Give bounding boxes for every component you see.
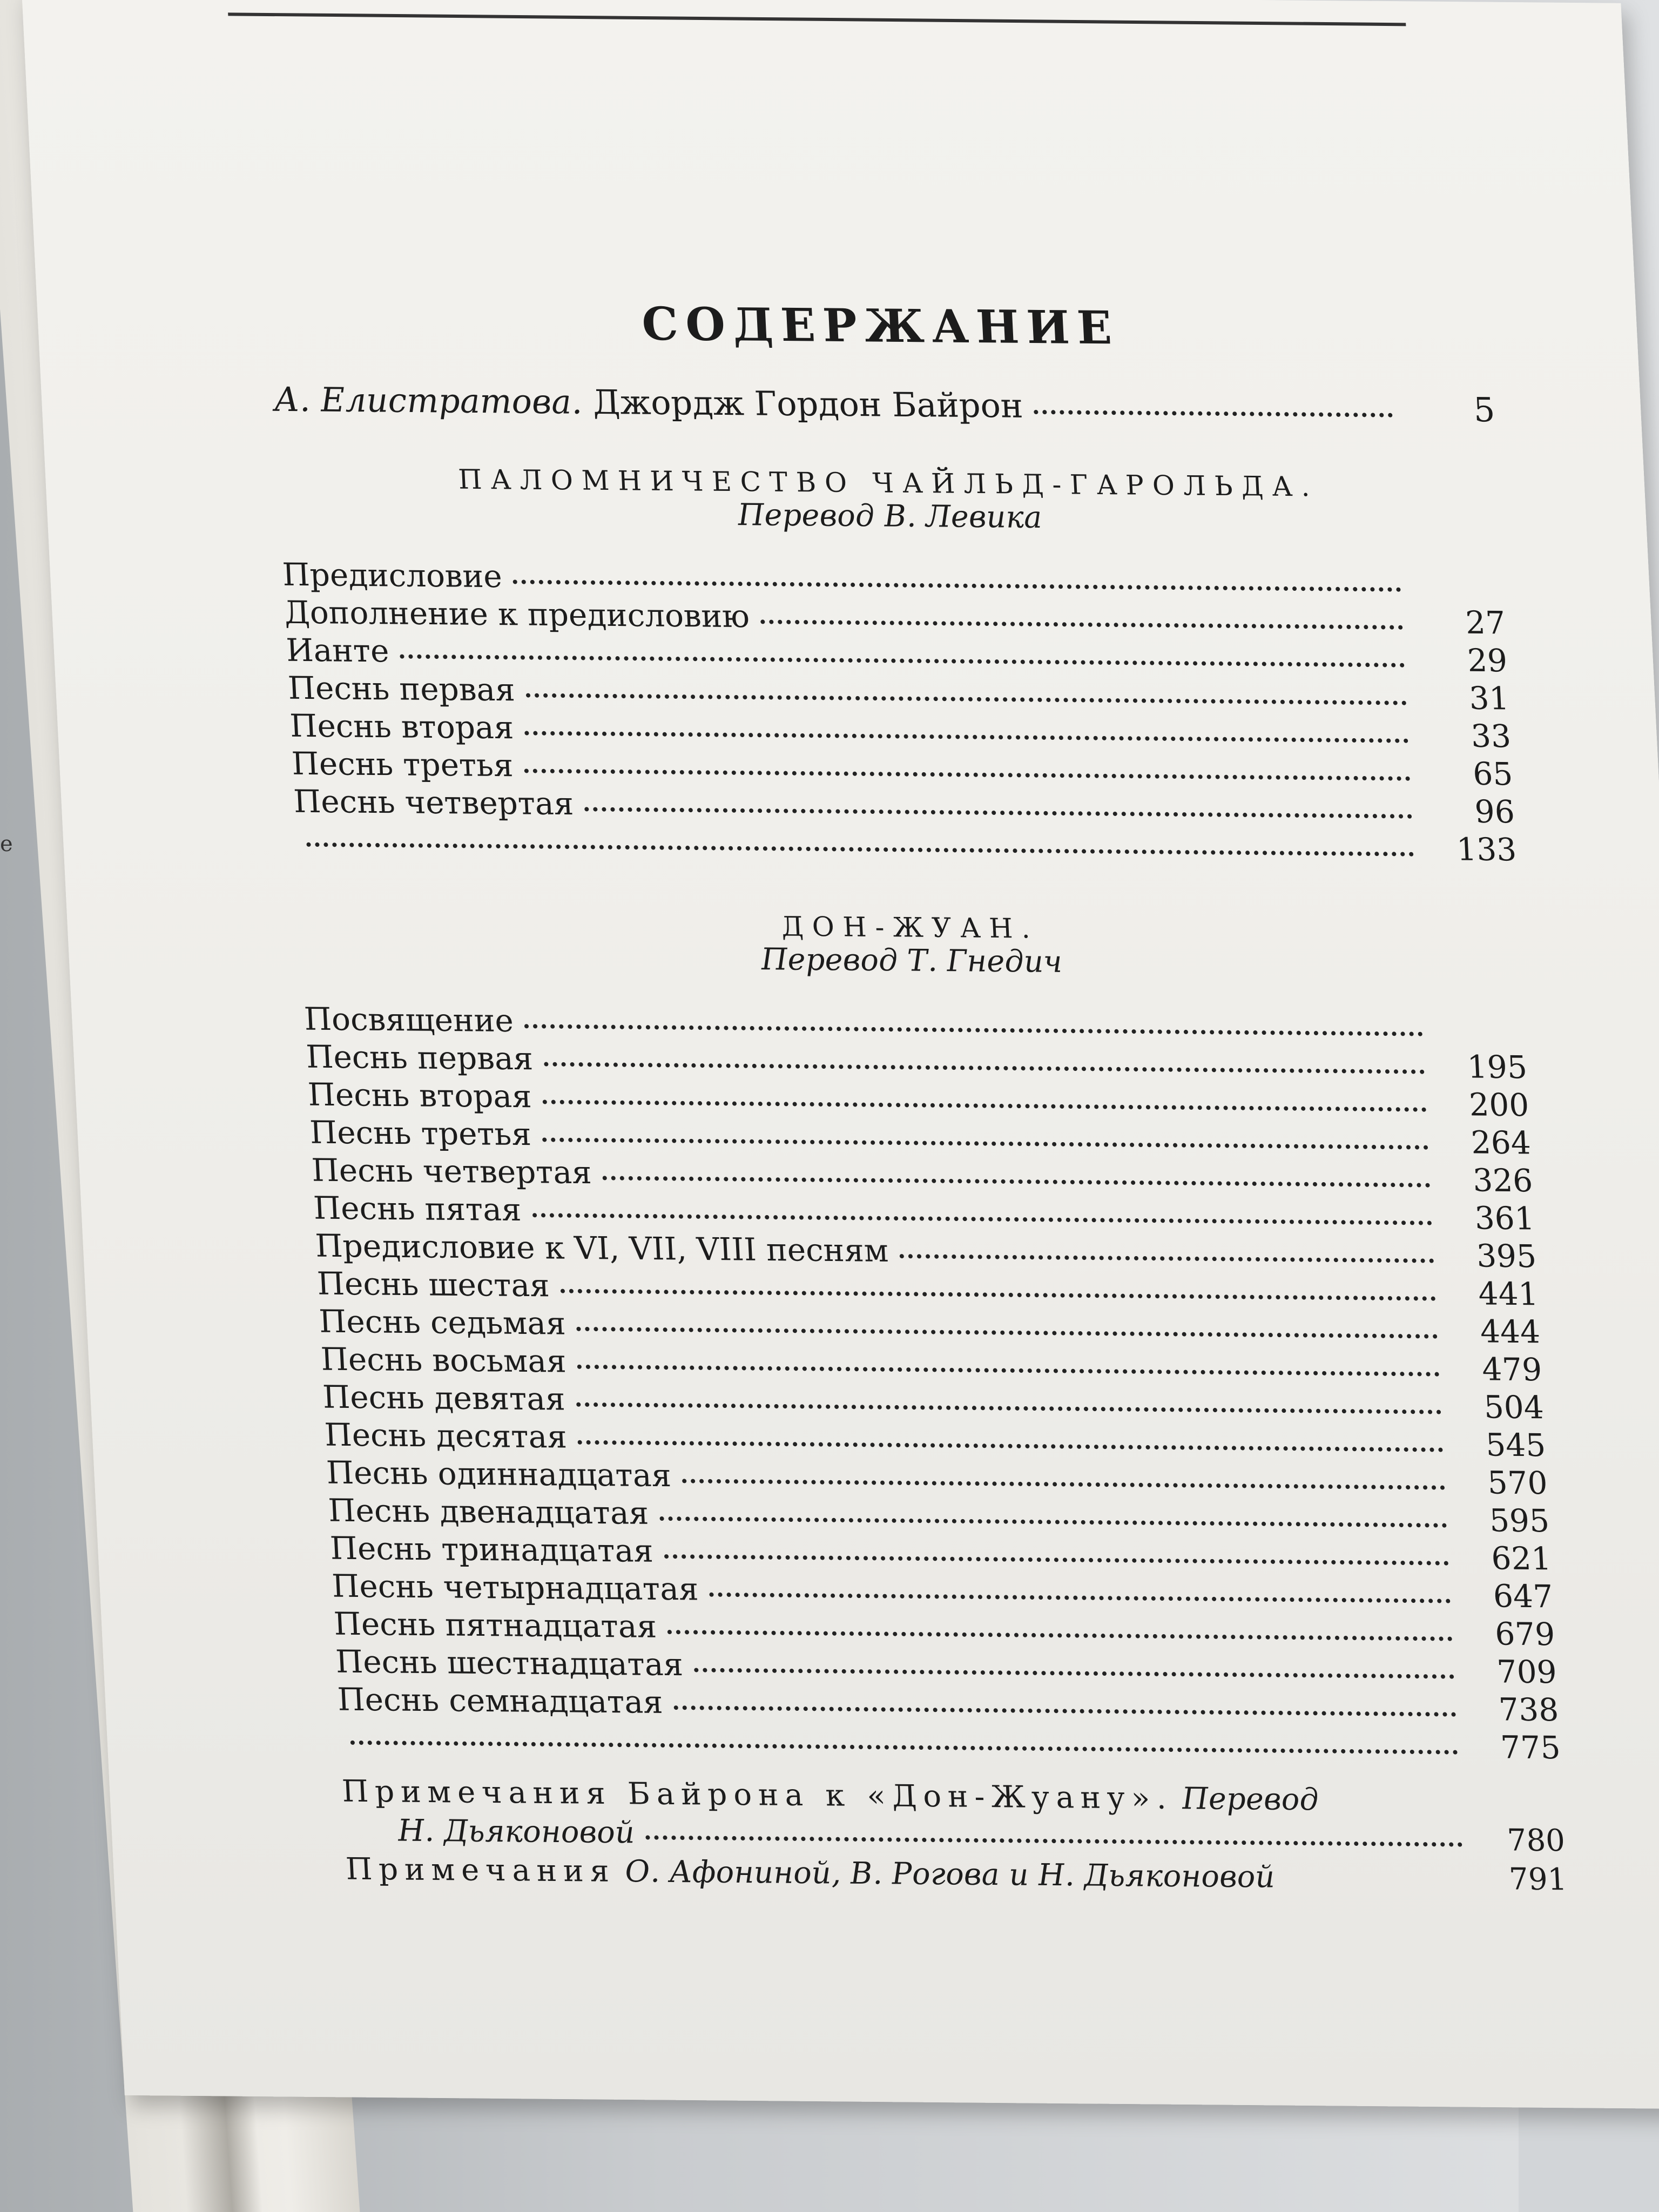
leader-dots — [674, 1705, 1456, 1717]
leader-dots — [542, 1137, 1428, 1149]
toc-entry-page: 29 — [1466, 642, 1508, 679]
toc-entry-label: Песнь вторая — [289, 707, 515, 746]
toc-entry-page: 195 — [1466, 1048, 1528, 1086]
leader-dots — [645, 1835, 1462, 1846]
toc-entry-label: Песнь двенадцатая — [327, 1492, 650, 1532]
notes-entries — [341, 1772, 1568, 1900]
leader-dots — [561, 1289, 1436, 1301]
toc-entry-page: 326 — [1472, 1162, 1534, 1199]
toc-entry-label: Ианте — [285, 631, 390, 670]
toc-entry-page: 595 — [1488, 1502, 1550, 1540]
leader-dots — [400, 655, 1405, 667]
toc-entry-page — [1423, 595, 1504, 596]
toc-entry-page: 33 — [1470, 717, 1512, 755]
toc-entry-label: Песнь семнадцатая — [336, 1681, 664, 1721]
section-don-juan — [299, 907, 1561, 1767]
table-of-contents — [269, 294, 1568, 1900]
leader-dots — [526, 693, 1407, 705]
page-title: СОДЕРЖАНИЕ — [640, 296, 1121, 355]
leader-dots — [578, 1440, 1444, 1452]
leader-dots — [544, 1062, 1425, 1074]
leader-dots — [524, 768, 1411, 780]
toc-entry-page: 31 — [1468, 679, 1510, 717]
toc-entry-label: Дополнение к предисловию — [283, 594, 751, 635]
toc-entry-label: Песнь четырнадцатая — [331, 1567, 699, 1608]
byron-notes-translator: Н. Дьяконовой — [397, 1813, 636, 1851]
byron-notes-title: Примечания Байрона к «Дон-Жуану». — [341, 1773, 1174, 1817]
leader-dots — [659, 1516, 1447, 1528]
section-translator: Перевод В. Левика — [737, 497, 1043, 536]
toc-entry-label: Песнь вторая — [307, 1076, 533, 1115]
leader-dots — [577, 1365, 1440, 1377]
toc-entry-page: 65 — [1472, 755, 1514, 793]
toc-entry-page: 441 — [1477, 1275, 1540, 1313]
toc-entry-page: 738 — [1498, 1691, 1560, 1729]
toc-entry-label: Песнь седьмая — [318, 1303, 567, 1342]
leader-dots — [306, 842, 1414, 857]
leader-dots — [694, 1668, 1454, 1678]
toc-entry-page: 647 — [1492, 1577, 1554, 1615]
toc-entry-page: 361 — [1474, 1199, 1536, 1237]
toc-entry-page: 621 — [1490, 1540, 1552, 1577]
leader-dots — [532, 1213, 1432, 1225]
other-notes-title: Примечания — [345, 1851, 617, 1889]
leader-dots — [682, 1479, 1445, 1489]
leader-dots — [603, 1176, 1431, 1187]
intro-author: А. Елистратова. — [273, 379, 583, 422]
toc-entry-label: Предисловие — [281, 556, 503, 595]
toc-entry-page: 479 — [1481, 1351, 1543, 1388]
toc-entry-page: 679 — [1494, 1615, 1556, 1653]
toc-entry-page: 27 — [1465, 604, 1507, 642]
toc-entry-page: 264 — [1470, 1124, 1532, 1162]
toc-entry-page: 444 — [1479, 1313, 1541, 1351]
toc-entry-page: 96 — [1474, 793, 1516, 831]
leader-dots — [899, 1254, 1434, 1263]
toc-entry-page: 133 — [1455, 831, 1518, 868]
section-translator: Перевод Т. Гнедич — [760, 942, 1063, 980]
toc-entry-label: Песнь шестнадцатая — [334, 1643, 684, 1683]
toc-entry-label: Песнь шестая — [316, 1265, 551, 1304]
section-heading: ДОН-ЖУАН. — [780, 911, 1040, 945]
intro-entry — [273, 380, 1496, 430]
section-childe-harold — [277, 462, 1518, 869]
leader-dots — [667, 1630, 1453, 1641]
toc-entry-page: 504 — [1483, 1388, 1545, 1426]
toc-entry-label: Песнь десятая — [323, 1416, 568, 1455]
section-heading: ПАЛОМНИЧЕСТВО ЧАЙЛЬД-ГАРОЛЬДА. — [457, 463, 1319, 503]
byron-notes-page: 780 — [1506, 1823, 1566, 1859]
leader-dots — [350, 1741, 1458, 1755]
other-notes-page: 791 — [1508, 1862, 1568, 1898]
toc-entry-label: Песнь четвертая — [311, 1151, 593, 1191]
leader-dots — [543, 1100, 1427, 1111]
leader-dots — [664, 1554, 1449, 1566]
toc-entry-page: 775 — [1500, 1729, 1562, 1766]
leader-dots — [524, 1024, 1423, 1036]
toc-entry-label: Песнь пятнадцатая — [333, 1605, 658, 1645]
toc-entry-label: Песнь тринадцатая — [329, 1529, 655, 1569]
toc-entry-label: Песнь третья — [291, 745, 514, 784]
toc-entry-page: 570 — [1487, 1464, 1549, 1502]
leader-dots — [513, 579, 1401, 591]
toc-entry-label: Песнь пятая — [312, 1189, 522, 1229]
intro-page: 5 — [1472, 390, 1496, 430]
intro-title: Джордж Гордон Байрон — [591, 382, 1024, 426]
toc-entry-label: Предисловие к VI, VII, VIII песням — [314, 1227, 889, 1269]
toc-entry-label: Песнь первая — [305, 1038, 534, 1077]
toc-entry-label: Посвящение — [303, 1000, 515, 1040]
toc-entry-page: 709 — [1496, 1653, 1558, 1691]
toc-entry-page: 395 — [1475, 1237, 1537, 1275]
leader-dots — [577, 1327, 1438, 1339]
leader-dots — [760, 619, 1403, 629]
left-page-edge-text: е — [0, 832, 13, 857]
toc-entry-page: 200 — [1468, 1086, 1530, 1124]
toc-entry-page: 545 — [1485, 1426, 1547, 1464]
top-rule — [228, 12, 1406, 26]
toc-entry-label: Песнь третья — [308, 1114, 532, 1153]
leader-dots — [584, 807, 1412, 818]
book-page — [22, 0, 1659, 2109]
byron-notes-perevod: Перевод — [1181, 1781, 1320, 1818]
other-notes-authors: О. Афониной, В. Рогова и Н. Дьяконовой — [624, 1854, 1276, 1895]
toc-entry-label: Песнь восьмая — [320, 1340, 568, 1380]
toc-entry-label: Песнь девятая — [321, 1378, 567, 1418]
leader-dots — [1034, 410, 1392, 417]
leader-dots — [524, 731, 1408, 743]
toc-entry-label: Песнь одиннадцатая — [325, 1454, 672, 1494]
toc-entry-label: Песнь четвертая — [292, 783, 575, 822]
leader-dots — [709, 1593, 1451, 1603]
leader-dots — [576, 1402, 1442, 1414]
toc-entry-label: Песнь первая — [287, 669, 516, 709]
